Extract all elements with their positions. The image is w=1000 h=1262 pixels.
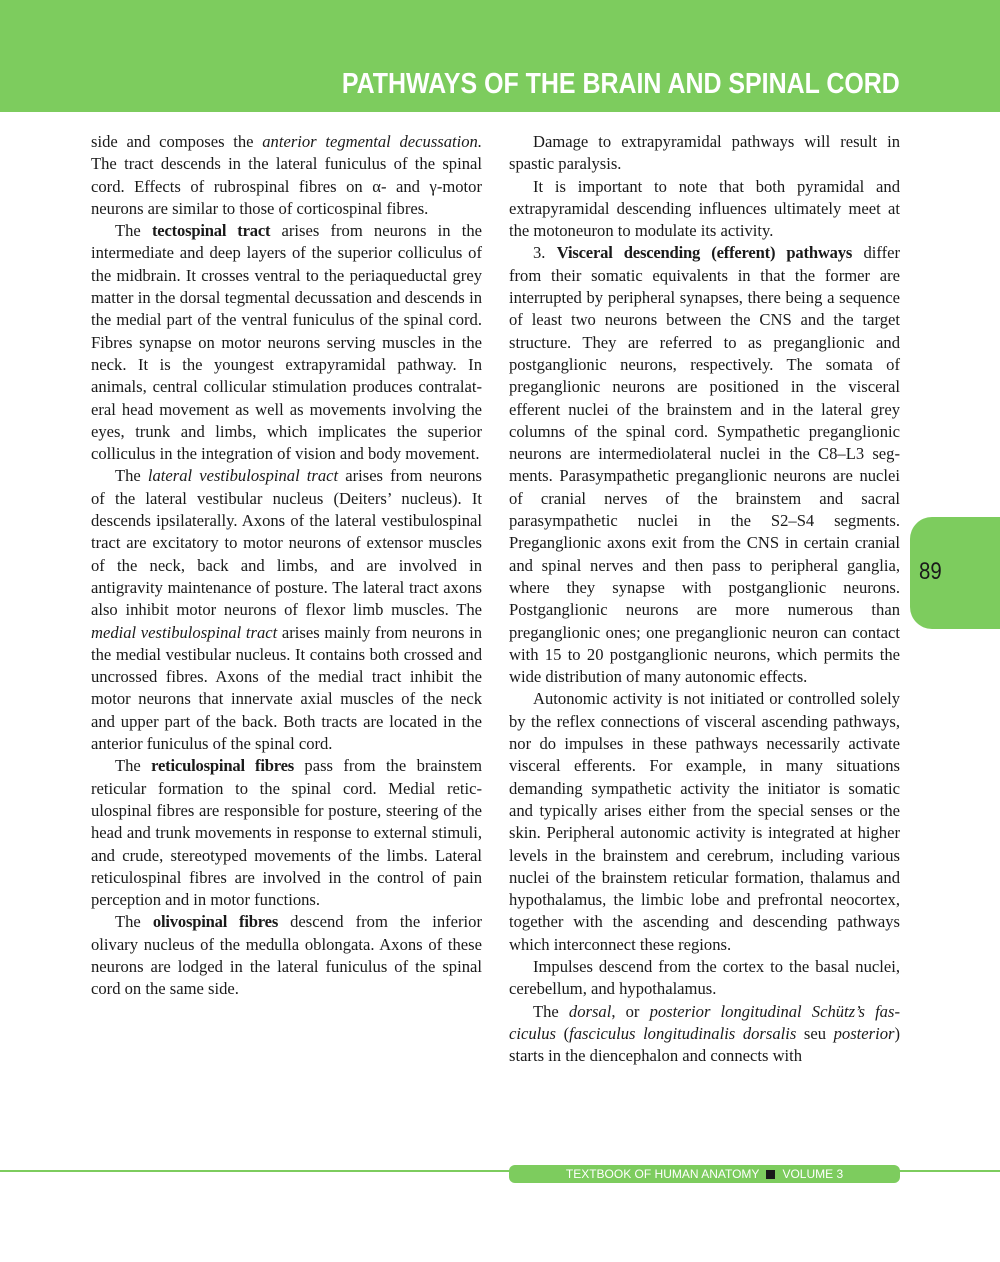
text: 3. bbox=[533, 243, 557, 263]
term-schutz-fasciculus: posterior longitudinal Schütz’s fasciculus bbox=[509, 1001, 900, 1043]
paragraph-cortex-impulses: Impulses descend from the cortex to the basal nuclei, cerebellum, and hypothalamus. bbox=[509, 956, 900, 999]
text: pass from the brainstem reticular formation to the spinal cord. Medial reticulospinal fibres are responsible for posture, steering of the head and trunk movements in response to external stimuli, and crude, stereotyped movements of the limbs. Lateral reticulospinal fibres are involved in the control of pain perception and in motor functions. bbox=[91, 756, 482, 910]
chapter-title: PATHWAYS OF THE BRAIN AND SPINAL CORD bbox=[342, 68, 900, 100]
text: The bbox=[115, 756, 152, 776]
text: The bbox=[115, 466, 148, 486]
term-olivospinal-fibres: olivospinal fibres bbox=[152, 912, 279, 932]
text: The bbox=[533, 1001, 569, 1021]
footer-volume: VOLUME 3 bbox=[782, 1167, 844, 1181]
term-anterior-tegmental-decussation: anterior tegmental decussation. bbox=[262, 132, 482, 151]
text: arises from neurons in the intermediate and deep layers of the superior colliculus of the midbrain. It crosses ventral to the periaqueductal grey matter in the dorsal tegmental decussation and descends in the medial part of the ventral funiculus of the spinal cord. Fibres synapse on motor neurons serving muscles in the neck. It is the youngest extrapyramidal pathway. In animals, central collicular stimulation produces contralateral head movement as well as movements involving the eyes, trunk and limbs, which implicates the superior colliculus in the integration of vision and body movement. bbox=[91, 221, 482, 464]
text: The bbox=[115, 221, 152, 241]
paragraph-olivospinal bbox=[91, 911, 482, 1000]
page-number: 89 bbox=[919, 558, 942, 585]
term-lateral-vestibulospinal-tract: lateral vestibulospinal tract bbox=[147, 466, 339, 486]
text: ( bbox=[556, 1023, 570, 1043]
term-dorsal: dorsal bbox=[568, 1001, 612, 1021]
paragraph-reticulospinal bbox=[91, 755, 482, 911]
text: The bbox=[115, 912, 153, 932]
text: seu bbox=[796, 1023, 834, 1043]
text: descend from the inferior olivary nucleus of the medulla oblongata. Axons of these neurons are lodged in the lateral funiculus of the spinal cord on the same side. bbox=[91, 912, 482, 999]
paragraph-visceral-descending bbox=[509, 242, 900, 688]
text: The tract descends in the lateral funiculus of the spinal cord. Effects of rubrospinal fibres on α- and γ-motor neurons are similar to those of corticospinal fibres. bbox=[91, 154, 482, 218]
left-column bbox=[91, 131, 482, 1001]
paragraph-rubrospinal bbox=[91, 131, 482, 220]
term-tectospinal-tract: tectospinal tract bbox=[151, 221, 271, 241]
text: arises mainly from neurons in the medial vestibular nucleus. It contains both crossed and uncrossed fibres. Axons of the medial tract inhibit the motor neurons that innervate axial muscles of the neck and upper part of the back. Both tracts are located in the anterior funiculus of the spinal cord. bbox=[91, 622, 483, 754]
footer-book-title: TEXTBOOK OF HUMAN ANATOMY bbox=[565, 1167, 760, 1181]
text: differ from their somatic equivalents in that the former are interrupted by peripheral synapses, there being a sequence of least two neurons between the CNS and the target structure. They are referred to as preganglionic and postganglionic neurons, respectively. The somata of preganglionic neurons are positioned in the visceral efferent nuclei of the brainstem and in the lateral grey columns of the spinal cord. Sympathetic preganglionic neurons are intermediolateral nuclei in the C8–L3 segments. Parasympathetic preganglionic neurons are nuclei of cranial nerves of the brainstem and sacral parasympathetic nuclei in the S2–S4 segments. Preganglionic axons exit from the CNS in certain cranial and spinal nerves and then pass to peripheral ganglia, where they synapse with postganglionic neurons. Postganglionic neurons are more numerous than preganglionic ones; one preganglionic neuron can contact with 15 to 20 postganglionic neurons, which permits the wide distribution of many autonomic effects. bbox=[509, 243, 901, 687]
paragraph-motoneuron: It is important to note that both pyramidal and extrapyramidal descending influences ultimately meet at the motoneuron to modulate its activity. bbox=[509, 176, 900, 241]
footer-label bbox=[509, 1165, 900, 1183]
paragraph-tectospinal bbox=[91, 220, 482, 465]
text: ) starts in the diencephalon and connects with bbox=[509, 1023, 900, 1066]
paragraph-vestibulospinal bbox=[91, 465, 482, 755]
term-posterior: posterior bbox=[833, 1023, 895, 1043]
term-fasciculus-longitudinalis-dorsalis: fasciculus longitudinalis dorsalis bbox=[569, 1023, 797, 1043]
square-separator-icon bbox=[766, 1170, 775, 1179]
text: , or bbox=[611, 1001, 650, 1021]
paragraph-spastic-paralysis: Damage to extrapyramidal pathways will result in spastic paralysis. bbox=[509, 132, 900, 174]
term-reticulospinal-fibres: reticulospinal fibres bbox=[151, 756, 295, 776]
text: side and composes the bbox=[91, 132, 263, 151]
term-visceral-descending-pathways: Visceral descending (efferent) pathways bbox=[556, 243, 853, 263]
term-medial-vestibulospinal-tract: medial vestibulospinal tract bbox=[91, 622, 278, 642]
paragraph-dorsal-fasciculus bbox=[509, 1001, 900, 1068]
paragraph-autonomic-activity: Autonomic activity is not initiated or controlled solely by the reflex connections of visceral ascending pathways, nor do impulses in these pathways necessarily activate visceral efferents. For example, in many situations demanding sympathetic activity the initiator is somatic and typically arises either from the special senses or the skin. Peripheral autonomic activity is integrated at higher levels in the brainstem and cerebrum, including various nuclei of the brainstem reticular formation, thalamus and hypothalamus, the limbic lobe and prefrontal neocortex, together with the ascending and descending pathways which interconnect these regions. bbox=[509, 689, 900, 954]
text: arises from neurons of the lateral vestibular nucleus (Deiters’ nucleus). It descends ipsilaterally. Axons of the lateral vestibulospinal tract are excitatory to motor neurons of extensor muscles of the neck, back and limbs, and are involved in antigravity maintenance of posture. The lateral tract axons also inhibit motor neurons of flexor limb muscles. The bbox=[91, 466, 482, 620]
right-column bbox=[509, 131, 900, 1067]
